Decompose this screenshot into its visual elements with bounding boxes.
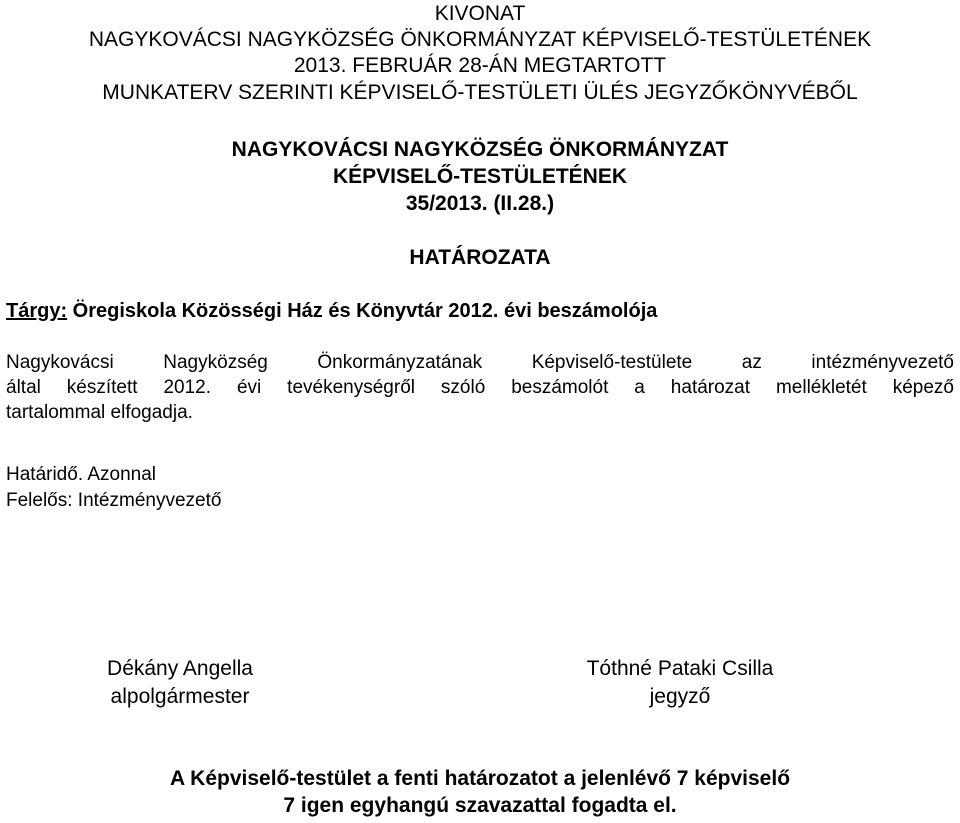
subject-text: Öregiskola Közösségi Ház és Könyvtár 2012. évi beszámolója: [67, 300, 658, 322]
vote-line-2: 7 igen egyhangú szavazattal fogadta el.: [283, 794, 677, 817]
resolution-title: HATÁROZATA: [409, 246, 551, 269]
signature-right-name: Tóthné Pataki Csilla: [586, 657, 774, 680]
signature-left: [0, 655, 360, 711]
header-date: 2013. FEBRUÁR 28-ÁN MEGTARTOTT: [293, 54, 667, 77]
deadline: Határidő. Azonnal: [6, 464, 156, 485]
resolution-number: 35/2013. (II.28.): [405, 192, 555, 215]
vote-line-1: A Képviselő-testület a fenti határozatot a jelenlévő 7 képviselő: [169, 767, 791, 790]
header-council: NAGYKOVÁCSI NAGYKÖZSÉG ÖNKORMÁNYZAT KÉPVISELŐ-TESTÜLETÉNEK: [88, 28, 872, 51]
subject-line: [6, 300, 657, 322]
responsible: Felelős: Intézményvezető: [6, 490, 222, 511]
signature-left-title: alpolgármester: [110, 685, 250, 708]
resolution-body-text: [6, 350, 954, 425]
body-line-1: Nagykovácsi Nagyközség Önkormányzatának Képviselő-testülete az intézményvezető: [6, 352, 954, 373]
body-line-3: tartalommal elfogadja.: [6, 402, 193, 423]
body-line-2: által készített 2012. évi tevékenységről szóló beszámolót a határozat mellékletét képező: [6, 377, 954, 398]
signature-left-name: Dékány Angella: [107, 657, 253, 680]
signature-right: [500, 655, 860, 711]
header-minutes: MUNKATERV SZERINTI KÉPVISELŐ-TESTÜLETI ÜLÉS JEGYZŐKÖNYVÉBŐL: [102, 81, 858, 104]
subject-label: Tárgy:: [6, 300, 68, 322]
resolution-municipality: NAGYKOVÁCSI NAGYKÖZSÉG ÖNKORMÁNYZAT: [231, 138, 729, 161]
header-kivonat: KIVONAT: [434, 2, 526, 25]
signature-right-title: jegyző: [649, 685, 711, 708]
resolution-body: KÉPVISELŐ-TESTÜLETÉNEK: [332, 165, 628, 188]
